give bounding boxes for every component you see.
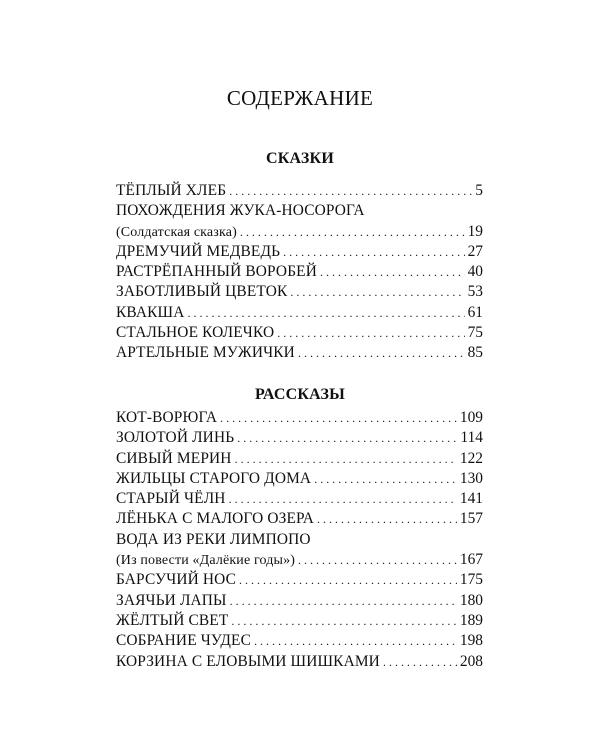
dot-leader	[240, 222, 465, 242]
toc-entry-title: АРТЕЛЬНЫЕ МУЖИЧКИ	[116, 344, 295, 362]
toc-entry-page: 114	[460, 429, 483, 447]
toc-entry-subtitle[interactable]	[116, 222, 483, 242]
toc-entry[interactable]	[116, 652, 483, 672]
toc-entry[interactable]	[116, 303, 483, 323]
toc-entry[interactable]	[116, 469, 483, 489]
toc-entry[interactable]	[116, 591, 483, 611]
dot-leader	[237, 428, 457, 448]
toc-entry-title: ЗОЛОТОЙ ЛИНЬ	[116, 429, 235, 447]
toc-entry[interactable]	[116, 282, 483, 302]
toc-list-fairy-tales	[116, 181, 483, 364]
toc-entry[interactable]	[116, 509, 483, 529]
section-title-stories: РАССКАЗЫ	[254, 386, 346, 403]
dot-leader	[254, 631, 457, 651]
section-title-fairy-tales: СКАЗКИ	[265, 150, 334, 167]
toc-entry-page: 141	[459, 490, 483, 508]
toc-list-stories	[116, 408, 483, 672]
toc-entry[interactable]	[116, 408, 483, 428]
dot-leader	[298, 343, 465, 363]
toc-entry-page: 180	[459, 591, 483, 609]
dot-leader	[230, 591, 457, 611]
toc-entry-title: (Из повести «Далёкие годы»)	[116, 553, 296, 569]
toc-entry-title: КОТ-ВОРЮГА	[116, 409, 218, 426]
toc-entry-title: ЖИЛЬЦЫ СТАРОГО ДОМА	[116, 469, 312, 487]
toc-entry-title: ЗАЯЧЬИ ЛАПЫ	[116, 591, 227, 609]
toc-entry-page: 198	[459, 632, 483, 650]
toc-entry-page: 27	[467, 242, 483, 260]
toc-entry-title: ЖЁЛТЫЙ СВЕТ	[116, 611, 229, 629]
toc-entry-title: (Солдатская сказка)	[116, 224, 237, 240]
toc-entry[interactable]	[116, 201, 483, 221]
toc-entry-title: СИВЫЙ МЕРИН	[116, 449, 232, 467]
toc-entry[interactable]	[116, 631, 483, 651]
toc-entry-page: 175	[459, 571, 483, 589]
dot-leader	[320, 262, 465, 282]
toc-entry-page: 130	[459, 469, 483, 487]
toc-entry-title: ДРЕМУЧИЙ МЕДВЕДЬ	[116, 242, 281, 260]
dot-leader	[231, 611, 457, 631]
toc-entry[interactable]	[116, 262, 483, 282]
dot-leader	[229, 181, 472, 201]
dot-leader	[314, 469, 457, 489]
toc-entry[interactable]	[116, 323, 483, 343]
toc-entry[interactable]	[116, 181, 483, 201]
toc-entry-title: ЗАБОТЛИВЫЙ ЦВЕТОК	[116, 283, 288, 301]
toc-entry-title: ПОХОЖДЕНИЯ ЖУКА-НОСОРОГА	[116, 202, 365, 220]
dot-leader	[298, 550, 457, 570]
toc-entry-page: 75	[467, 324, 483, 342]
toc-entry[interactable]	[116, 530, 483, 550]
dot-leader	[383, 652, 457, 672]
toc-entry-page: 5	[475, 182, 483, 199]
toc-entry-title: ЛЁНЬКА С МАЛОГО ОЗЕРА	[116, 510, 315, 528]
toc-entry-title: РАСТРЁПАННЫЙ ВОРОБЕЙ	[116, 263, 318, 281]
dot-leader	[277, 323, 464, 343]
toc-entry-title: КОРЗИНА С ЕЛОВЫМИ ШИШКАМИ	[116, 652, 380, 670]
toc-entry-page: 61	[467, 303, 483, 321]
toc-entry[interactable]	[116, 570, 483, 590]
toc-entry-title: ВОДА ИЗ РЕКИ ЛИМПОПО	[116, 530, 311, 548]
toc-entry-title: БАРСУЧИЙ НОС	[116, 571, 237, 589]
toc-entry-page: 157	[459, 510, 483, 528]
dot-leader	[290, 282, 464, 302]
dot-leader	[239, 570, 457, 590]
toc-entry-page: 19	[467, 222, 483, 240]
toc-entry-title: ТЁПЛЫЙ ХЛЕБ	[116, 182, 227, 199]
dot-leader	[220, 408, 457, 428]
toc-entry[interactable]	[116, 428, 483, 448]
toc-entry-page: 109	[459, 409, 483, 426]
toc-entry-page: 53	[467, 283, 483, 301]
toc-entry-page: 208	[459, 652, 483, 670]
toc-entry-title: СТАРЫЙ ЧЁЛН	[116, 490, 226, 508]
toc-entry-title: СОБРАНИЕ ЧУДЕС	[116, 632, 252, 650]
dot-leader	[283, 242, 465, 262]
toc-entry-title: СТАЛЬНОЕ КОЛЕЧКО	[116, 324, 275, 342]
toc-entry-page: 167	[459, 551, 483, 569]
toc-entry[interactable]	[116, 489, 483, 509]
toc-entry-subtitle[interactable]	[116, 550, 483, 570]
toc-entry-page: 122	[459, 449, 483, 467]
toc-entry-page: 189	[459, 611, 483, 629]
dot-leader	[229, 489, 457, 509]
dot-leader	[187, 303, 464, 323]
toc-entry[interactable]	[116, 611, 483, 631]
toc-entry[interactable]	[116, 242, 483, 262]
dot-leader	[317, 509, 457, 529]
toc-entry-page: 40	[467, 263, 483, 281]
page-title: СОДЕРЖАНИЕ	[226, 86, 374, 110]
dot-leader	[235, 449, 457, 469]
toc-entry[interactable]	[116, 449, 483, 469]
toc-entry-page: 85	[467, 344, 483, 362]
toc-entry-title: КВАКША	[116, 303, 185, 321]
toc-entry[interactable]	[116, 343, 483, 363]
